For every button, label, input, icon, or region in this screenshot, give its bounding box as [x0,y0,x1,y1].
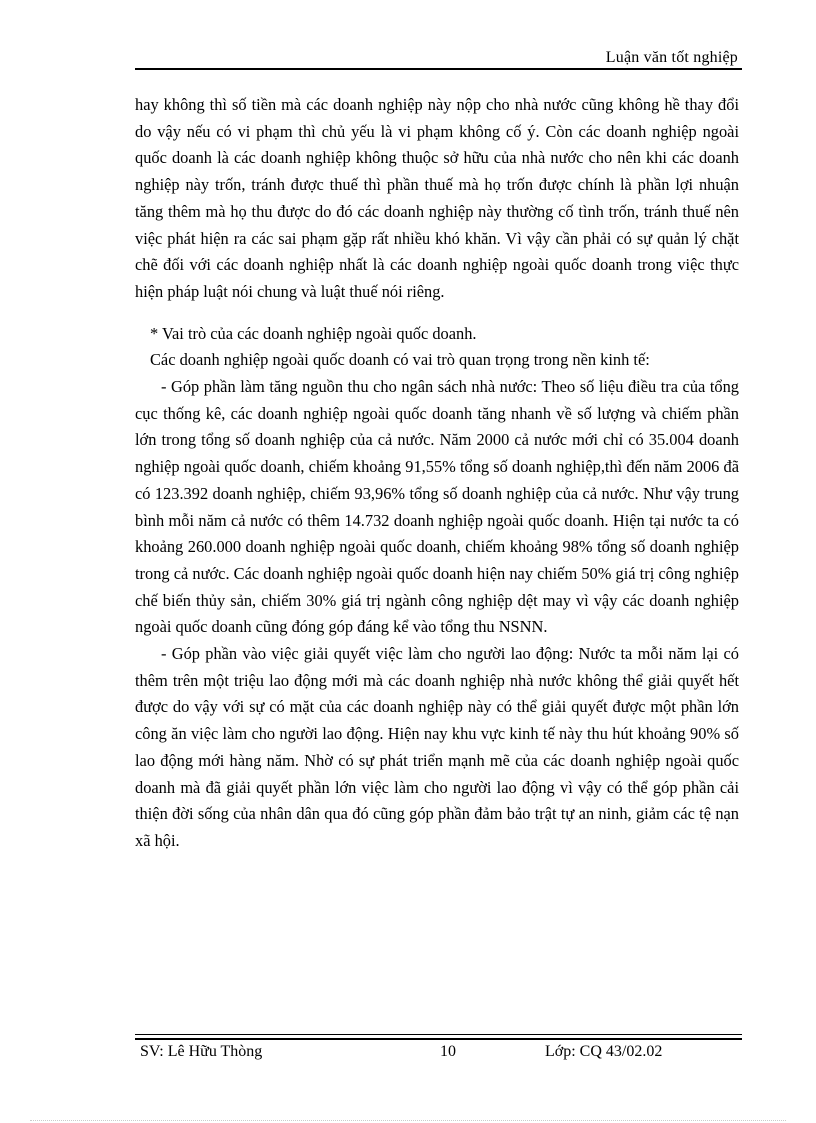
paragraph-intro: hay không thì số tiền mà các doanh nghiệp này nộp cho nhà nước cũng không hề thay đổi do vậy nếu có vi phạm thì chủ yếu là vi phạm không cố ý. Còn các doanh nghiệp ngoài quốc doanh là các doanh nghiệp không thuộc sở hữu của nhà nước cho nên khi các doanh nghiệp này trốn, tránh được thuế thì phần thuế mà họ trốn được chính là phần lợi nhuận tăng thêm mà họ thu được do đó các doanh nghiệp này thường cố tình trốn, tránh thuế nên việc phát hiện ra các sai phạm gặp rất nhiều khó khăn. Vì vậy cần phải có sự quản lý chặt chẽ đối với các doanh nghiệp nhất là các doanh nghiệp ngoài quốc doanh trong việc thực hiện pháp luật nói chung và luật thuế nói riêng. [135,95,739,301]
page-edge-divider [30,1120,786,1121]
paragraph-employment: - Góp phần vào việc giải quyết việc làm cho người lao động: Nước ta mỗi năm lại có thêm trên một triệu lao động mới mà các doanh nghiệp nhà nước không thể giải quyết hết được do vậy với sự có mặt của các doanh nghiệp này có thể giải quyết được một phần lớn công ăn việc làm cho người lao động. Hiện nay khu vực kinh tế này thu hút khoảng 90% số lao động mới hàng năm. Nhờ có sự phát triển mạnh mẽ của các doanh nghiệp ngoài quốc doanh mà đã giải quyết phần lớn việc làm cho người lao động vì vậy có thể góp phần cải thiện đời sống của nhân dân qua đó cũng góp phần đảm bảo trật tự an ninh, giảm các tệ nạn xã hội. [135,644,739,850]
running-header-title: Luận văn tốt nghiệp [605,49,738,66]
footer-rule-thin [135,1034,742,1035]
paragraph-role-intro: Các doanh nghiệp ngoài quốc doanh có vai trò quan trọng trong nền kinh tế: [150,350,650,370]
paragraph-budget-revenue: - Góp phần làm tăng nguồn thu cho ngân sách nhà nước: Theo số liệu điều tra của tổng cục thống kê, các doanh nghiệp ngoài quốc doanh tăng nhanh về số lượng và chiếm phần lớn trong tổng số doanh nghiệp của cả nước. Năm 2000 cả nước mới chỉ có 35.004 doanh nghiệp ngoài quốc doanh, chiếm khoảng 91,55% tổng số doanh nghiệp,thì đến năm 2006 đã có 123.392 doanh nghiệp, chiếm 93,96% tổng số doanh nghiệp của cả nước. Như vậy trung bình mỗi năm cả nước có thêm 14.732 doanh nghiệp ngoài quốc doanh. Hiện tại nước ta có khoảng 260.000 doanh nghiệp ngoài quốc doanh, chiếm khoảng 98% tổng số doanh nghiệp trong cả nước. Các doanh nghiệp ngoài quốc doanh hiện nay chiếm 50% giá trị công nghiệp chế biến thủy sản, chiếm 30% giá trị ngành công nghiệp dệt may vì vậy các doanh nghiệp ngoài quốc doanh cũng đóng góp đáng kể vào tổng thu NSNN. [135,377,739,637]
header-rule [135,68,742,70]
footer-page-number: 10 [440,1043,456,1060]
footer-rule-thick [135,1038,742,1040]
footer-student-name: SV: Lê Hữu Thòng [140,1043,263,1060]
section-heading: * Vai trò của các doanh nghiệp ngoài quốc doanh. [150,323,477,343]
footer-class: Lớp: CQ 43/02.02 [545,1043,663,1060]
document-body [135,92,739,855]
